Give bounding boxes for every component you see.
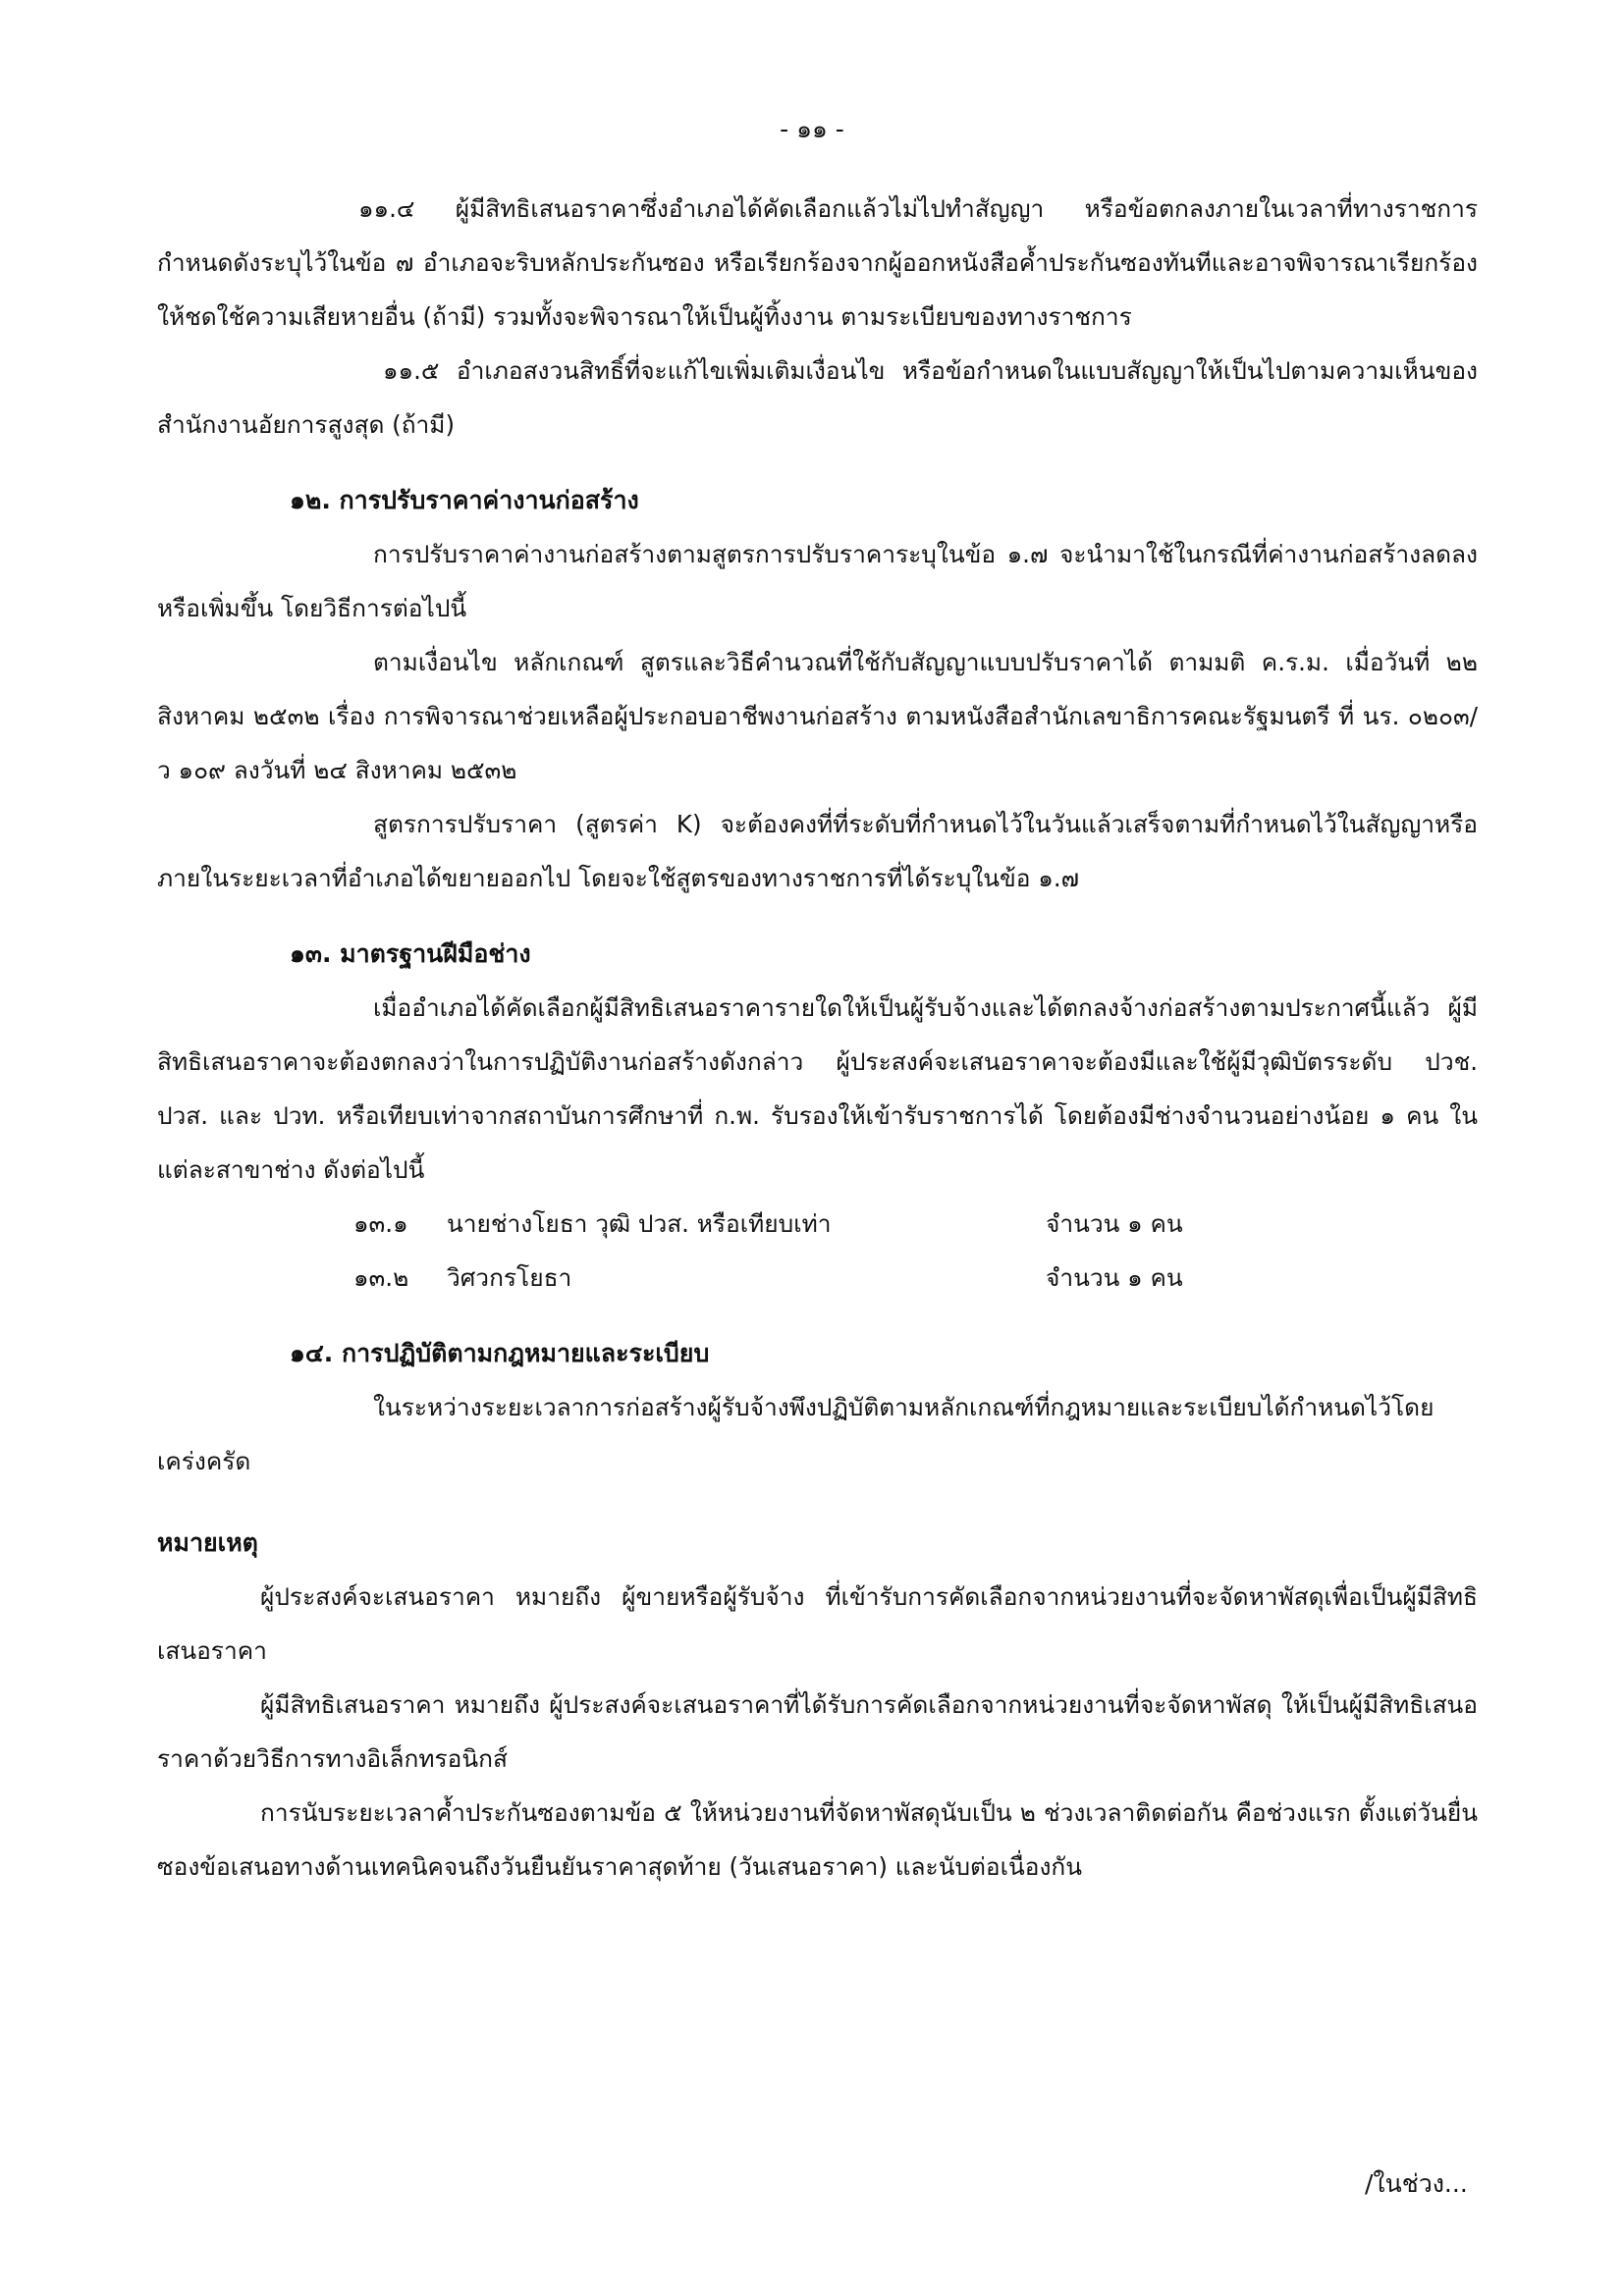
staff-count: จำนวน ๑ คน (1046, 1263, 1183, 1292)
notes-para-3: การนับระยะเวลาค้ำประกันซองตามข้อ ๕ ให้หน่วยงานที่จัดหาพัสดุนับเป็น ๒ ช่วงเวลาติดต่อกัน คือช่วงแรก ตั้งแต่วันยื่นซองข้อเสนอทางด้านเทคนิคจนถึงวันยืนยันราคาสุดท้าย (วันเสนอราคา) และนับต่อเนื่องกัน (157, 1798, 1478, 1881)
staff-count: จำนวน ๑ คน (1046, 1209, 1183, 1238)
notes-heading: หมายเหตุ (157, 1528, 258, 1557)
continued-marker: /ในช่วง... (1365, 2169, 1468, 2198)
staff-requirement-row (157, 1251, 1478, 1305)
clause-14-para-1: ในระหว่างระยะเวลาการก่อสร้างผู้รับจ้างพึงปฏิบัติตามหลักเกณฑ์ที่กฎหมายและระเบียบได้กำหนดไว้โดยเคร่งครัด (157, 1393, 1435, 1475)
staff-role: วิศวกรโยธา (447, 1263, 572, 1292)
notes-para-1: ผู้ประสงค์จะเสนอราคา หมายถึง ผู้ขายหรือผู้รับจ้าง ที่เข้ารับการคัดเลือกจากหน่วยงานที่จะจัดหาพัสดุเพื่อเป็นผู้มีสิทธิเสนอราคา (157, 1582, 1478, 1665)
clause-14-heading: ๑๔. การปฏิบัติตามกฎหมายและระเบียบ (290, 1339, 710, 1367)
clause-12-para-3: สูตรการปรับราคา (สูตรค่า K) จะต้องคงที่ที่ระดับที่กำหนดไว้ในวันแล้วเสร็จตามที่กำหนดไว้ในสัญญาหรือภายในระยะเวลาที่อำเภอได้ขยายออกไป โดยจะใช้สูตรของทางราชการที่ได้ระบุในข้อ ๑.๗ (157, 810, 1478, 892)
clause-11-5: ๑๑.๕ อำเภอสงวนสิทธิ์ที่จะแก้ไขเพิ่มเติมเงื่อนไข หรือข้อกำหนดในแบบสัญญาให้เป็นไปตามความเห็นของสำนักงานอัยการสูงสุด (ถ้ามี) (157, 356, 1478, 439)
notes-para-2: ผู้มีสิทธิเสนอราคา หมายถึง ผู้ประสงค์จะเสนอราคาที่ได้รับการคัดเลือกจากหน่วยงานที่จะจัดหาพัสดุ ให้เป็นผู้มีสิทธิเสนอราคาด้วยวิธีการทางอิเล็กทรอนิกส์ (157, 1690, 1478, 1773)
document-body (157, 182, 1478, 1894)
clause-13-heading: ๑๓. มาตรฐานฝีมือช่าง (290, 939, 531, 968)
clause-13-para-1: เมื่ออำเภอได้คัดเลือกผู้มีสิทธิเสนอราคารายใดให้เป็นผู้รับจ้างและได้ตกลงจ้างก่อสร้างตามประกาศนี้แล้ว ผู้มีสิทธิเสนอราคาจะต้องตกลงว่าในการปฏิบัติงานก่อสร้างดังกล่าว ผู้ประสงค์จะเสนอราคาจะต้องมีและใช้ผู้มีวุฒิบัตรระดับ ปวช. ปวส. และ ปวท. หรือเทียบเท่าจากสถาบันการศึกษาที่ ก.พ. รับรองให้เข้ารับราชการได้ โดยต้องมีช่างจำนวนอย่างน้อย ๑ คน ในแต่ละสาขาช่าง ดังต่อไปนี้ (157, 993, 1478, 1184)
staff-code: ๑๓.๒ (353, 1263, 409, 1292)
clause-11-4: ๑๑.๔ ผู้มีสิทธิเสนอราคาซึ่งอำเภอได้คัดเลือกแล้วไม่ไปทำสัญญา หรือข้อตกลงภายในเวลาที่ทางราชการกำหนดดังระบุไว้ในข้อ ๗ อำเภอจะริบหลักประกันซอง หรือเรียกร้องจากผู้ออกหนังสือค้ำประกันซองทันทีและอาจพิจารณาเรียกร้องให้ชดใช้ความเสียหายอื่น (ถ้ามี) รวมทั้งจะพิจารณาให้เป็นผู้ทิ้งงาน ตามระเบียบของทางราชการ (157, 194, 1478, 331)
staff-role: นายช่างโยธา วุฒิ ปวส. หรือเทียบเท่า (447, 1209, 832, 1238)
staff-code: ๑๓.๑ (353, 1209, 408, 1238)
clause-12-para-1: การปรับราคาค่างานก่อสร้างตามสูตรการปรับราคาระบุในข้อ ๑.๗ จะนำมาใช้ในกรณีที่ค่างานก่อสร้างลดลงหรือเพิ่มขึ้น โดยวิธีการต่อไปนี้ (157, 540, 1478, 622)
page-number: - ๑๑ - (780, 115, 844, 143)
staff-requirement-row (157, 1197, 1478, 1251)
clause-12-para-2: ตามเงื่อนไข หลักเกณฑ์ สูตรและวิธีคำนวณที่ใช้กับสัญญาแบบปรับราคาได้ ตามมติ ค.ร.ม. เมื่อวันที่ ๒๒ สิงหาคม ๒๕๓๒ เรื่อง การพิจารณาช่วยเหลือผู้ประกอบอาชีพงานก่อสร้าง ตามหนังสือสำนักเลขาธิการคณะรัฐมนตรี ที่ นร. ๐๒๐๓/ว ๑๐๙ ลงวันที่ ๒๔ สิงหาคม ๒๕๓๒ (157, 648, 1478, 784)
clause-12-heading: ๑๒. การปรับราคาค่างานก่อสร้าง (290, 486, 639, 514)
